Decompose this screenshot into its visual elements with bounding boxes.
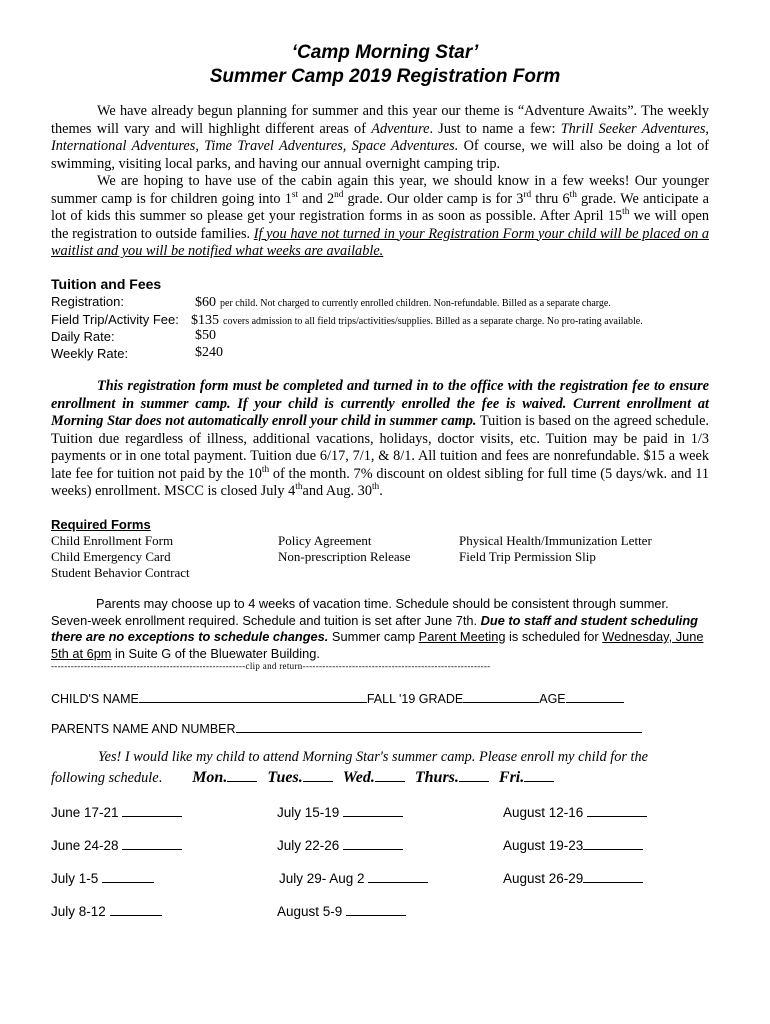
tuition-row-field-trip: Field Trip/Activity Fee: bbox=[51, 312, 179, 327]
day-tues[interactable]: Tues. bbox=[267, 769, 332, 786]
age-field[interactable] bbox=[566, 690, 624, 703]
policy-paragraph: This registration form must be completed and turned in to the office with the registration fee to ensure enrollment in summer camp. If your child is currently enrolled the fee is waived. Current enrollment at Morning Star does not automatically enroll your child in summer camp. Tuition is based on the agreed schedule. Tuition due regardless of illness, additional vacations, holidays, doctor visits, etc. Tuition may be paid in 1/3 payments or in one total payment. Tuition due 6/17, 7/1, & 8/1. All tuition and fees are nonrefundable. $15 a week late fee for tuition not paid by the 10th of the month. 7% discount on oldest sibling for full time (5 days/wk. and 11 weeks) enrollment. MSCC is closed July 4thand Aug. 30th. bbox=[51, 378, 709, 499]
form-item: Student Behavior Contract bbox=[51, 565, 190, 580]
parent-meeting-date: Wednesday, June 5th at 6pm bbox=[51, 629, 704, 661]
tuition-row-daily: Daily Rate: bbox=[51, 329, 115, 344]
day-mon[interactable]: Mon. bbox=[192, 769, 257, 786]
week-july-29-aug-2[interactable]: July 29- Aug 2 bbox=[279, 870, 428, 886]
required-forms-col-3 bbox=[459, 533, 652, 565]
form-item: Child Enrollment Form bbox=[51, 533, 174, 548]
tuition-row-field-trip-amount: $135 covers admission to all field trips/activities/supplies. Billed as a separate charge. No pro-rating available. bbox=[191, 313, 643, 328]
enroll-sentence: Yes! I would like my child to attend Morning Star's summer camp. Please enroll my child for the bbox=[98, 749, 648, 765]
tuition-row-registration-amount: $60 per child. Not charged to currently enrolled children. Non-refundable. Billed as a separate charge. bbox=[195, 295, 611, 310]
parents-field[interactable] bbox=[236, 720, 642, 733]
intro-paragraph-2: We are hoping to have use of the cabin again this year, we should know in a few weeks! Our younger summer camp is for children going into 1st and 2nd grade. Our older camp is for 3rd thru 6th grade. We anticipate a lot of kids this summer so please get your registration forms in as soon as possible. After April 15th we will open the registration to outside families. If you have not turned in your Registration Form your child will be placed on a waitlist and you will be notified what weeks are available. bbox=[51, 173, 710, 259]
intro-paragraph-1: We have already begun planning for summer and this year our theme is “Adventure Awaits”. The weekly themes will vary and will highlight different areas of Adventure. Just to name a few: Thrill Seeker Adventures, International Adventures, Time Travel Adventures, Space Adventures. Of course, we will also be doing a lot of swimming, visiting local parks, and having our annual overnight camping trip. bbox=[51, 103, 709, 172]
form-item: Policy Agreement bbox=[278, 533, 372, 548]
tuition-row-weekly-amount: $240 bbox=[195, 345, 223, 360]
form-item: Field Trip Permission Slip bbox=[459, 549, 596, 564]
grade-field[interactable] bbox=[463, 690, 539, 703]
camp-name: ‘Camp Morning Star’ bbox=[291, 42, 479, 63]
week-june-17-21[interactable]: June 17-21 bbox=[51, 804, 182, 820]
schedule-days-row: following schedule. Mon. Tues. Wed. Thurs. Fri. bbox=[51, 767, 554, 787]
form-title: Summer Camp 2019 Registration Form bbox=[209, 66, 561, 87]
clip-divider: -----------------------------------------------------------clip and return--------------------------------------------------------- bbox=[51, 661, 491, 671]
parents-label: PARENTS NAME AND NUMBER bbox=[51, 722, 236, 736]
tuition-heading: Tuition and Fees bbox=[51, 276, 162, 292]
week-july-1-5[interactable]: July 1-5 bbox=[51, 870, 154, 886]
week-august-19-23[interactable]: August 19-23 bbox=[503, 837, 643, 853]
day-fri[interactable]: Fri. bbox=[499, 769, 554, 786]
week-august-12-16[interactable]: August 12-16 bbox=[503, 804, 647, 820]
tuition-row-registration: Registration: bbox=[51, 294, 124, 309]
tuition-row-daily-amount: $50 bbox=[195, 328, 216, 343]
day-wed[interactable]: Wed. bbox=[343, 769, 405, 786]
required-forms-col-2 bbox=[278, 533, 410, 565]
child-name-field[interactable] bbox=[139, 690, 367, 703]
child-name-label: CHILD'S NAME bbox=[51, 692, 139, 706]
form-item: Non-prescription Release bbox=[278, 549, 411, 564]
parents-info-row bbox=[51, 720, 642, 736]
form-item: Child Emergency Card bbox=[51, 549, 171, 564]
day-thurs[interactable]: Thurs. bbox=[415, 769, 489, 786]
waitlist-notice: If you have not turned in your Registration Form your child will be placed on a waitlist and you will be notified what weeks are available. bbox=[51, 225, 710, 259]
week-july-8-12[interactable]: July 8-12 bbox=[51, 903, 162, 919]
child-info-row bbox=[51, 690, 624, 706]
week-june-24-28[interactable]: June 24-28 bbox=[51, 837, 182, 853]
week-august-26-29[interactable]: August 26-29 bbox=[503, 870, 643, 886]
tuition-row-weekly: Weekly Rate: bbox=[51, 346, 129, 361]
form-item: Physical Health/Immunization Letter bbox=[459, 533, 652, 548]
vacation-paragraph: Parents may choose up to 4 weeks of vacation time. Schedule should be consistent through summer. Seven-week enrollment required. Schedule and tuition is set after June 7th. Due to staff and student scheduling there are no exceptions to schedule changes. Summer camp Parent Meeting is scheduled for Wednesday, June 5th at 6pm in Suite G of the Bluewater Building. bbox=[51, 596, 704, 661]
grade-label: FALL '19 GRADE bbox=[366, 692, 464, 706]
age-label: AGE bbox=[539, 692, 566, 706]
week-july-22-26[interactable]: July 22-26 bbox=[277, 837, 403, 853]
week-august-5-9[interactable]: August 5-9 bbox=[277, 903, 406, 919]
required-forms-col-1 bbox=[51, 533, 190, 581]
week-july-15-19[interactable]: July 15-19 bbox=[277, 804, 403, 820]
required-forms-heading: Required Forms bbox=[51, 517, 151, 532]
